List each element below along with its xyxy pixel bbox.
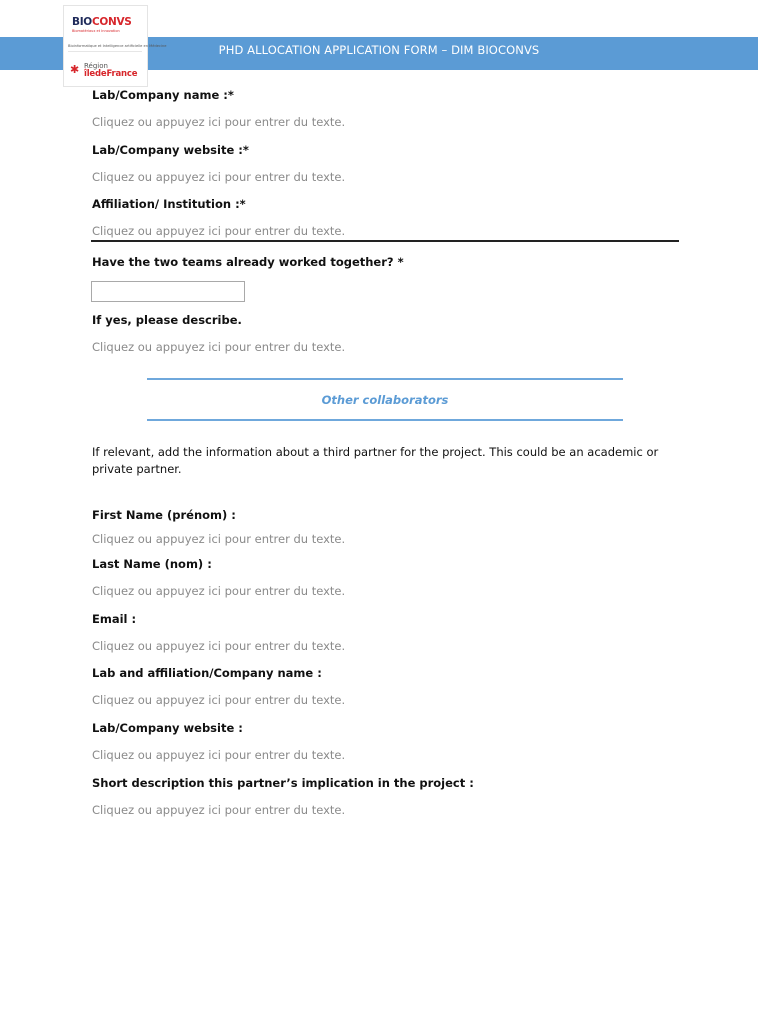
logo-block xyxy=(63,5,167,87)
form-title: PHD ALLOCATION APPLICATION FORM – DIM BIOCONVS xyxy=(218,43,540,57)
bioconvs-logo xyxy=(70,14,142,40)
partner-website-label: Lab/Company website : xyxy=(92,721,243,735)
partner-description-label: Short description this partner’s implication in the project : xyxy=(92,776,474,790)
worked-together-label: Have the two teams already worked together? * xyxy=(92,255,404,269)
last-name-label: Last Name (nom) : xyxy=(92,557,212,571)
lab-name-label: Lab/Company name :* xyxy=(92,88,234,102)
email-label: Email : xyxy=(92,612,137,626)
lab-affiliation-field[interactable]: Cliquez ou appuyez ici pour entrer du texte. xyxy=(92,693,346,707)
if-yes-label: If yes, please describe. xyxy=(92,313,242,327)
region-ile-de-france-logo xyxy=(70,61,144,81)
region-star-icon: ✱ xyxy=(70,63,80,76)
affiliation-label: Affiliation/ Institution :* xyxy=(92,197,246,211)
partner-website-field[interactable]: Cliquez ou appuyez ici pour entrer du texte. xyxy=(92,748,346,762)
first-name-label: First Name (prénom) : xyxy=(92,508,236,522)
logo-brand-part2: CONVS xyxy=(91,16,132,28)
partner-description-field[interactable]: Cliquez ou appuyez ici pour entrer du texte. xyxy=(92,803,346,817)
worked-together-input[interactable] xyxy=(91,281,245,302)
logo-divider xyxy=(68,51,142,52)
last-name-field[interactable]: Cliquez ou appuyez ici pour entrer du texte. xyxy=(92,584,346,598)
if-yes-field[interactable]: Cliquez ou appuyez ici pour entrer du texte. xyxy=(92,340,346,354)
lab-name-field[interactable]: Cliquez ou appuyez ici pour entrer du texte. xyxy=(92,115,346,129)
region-logo-line2: îledeFrance xyxy=(84,69,138,79)
section-top-line xyxy=(147,378,623,380)
region-logo-line1: Région xyxy=(84,62,108,70)
lab-website-field[interactable]: Cliquez ou appuyez ici pour entrer du texte. xyxy=(92,170,346,184)
affiliation-field[interactable]: Cliquez ou appuyez ici pour entrer du texte. xyxy=(92,224,346,238)
lab-website-label: Lab/Company website :* xyxy=(92,143,249,157)
section-divider xyxy=(91,240,679,242)
first-name-field[interactable]: Cliquez ou appuyez ici pour entrer du texte. xyxy=(92,532,346,546)
section-bottom-line xyxy=(147,419,623,421)
logo-tagline: Bioinformatique et Intelligence artificielle en Médecine xyxy=(68,44,167,48)
logo-brand-part1: BIO xyxy=(72,16,92,28)
other-collaborators-heading: Other collaborators xyxy=(321,393,449,407)
email-field[interactable]: Cliquez ou appuyez ici pour entrer du texte. xyxy=(92,639,346,653)
other-collaborators-intro: If relevant, add the information about a third partner for the project. This could be an academic or private partner. xyxy=(92,445,659,476)
lab-affiliation-label: Lab and affiliation/Company name : xyxy=(92,666,322,680)
logo-brand-subtitle: Biomatériaux et Innovation xyxy=(72,29,120,33)
